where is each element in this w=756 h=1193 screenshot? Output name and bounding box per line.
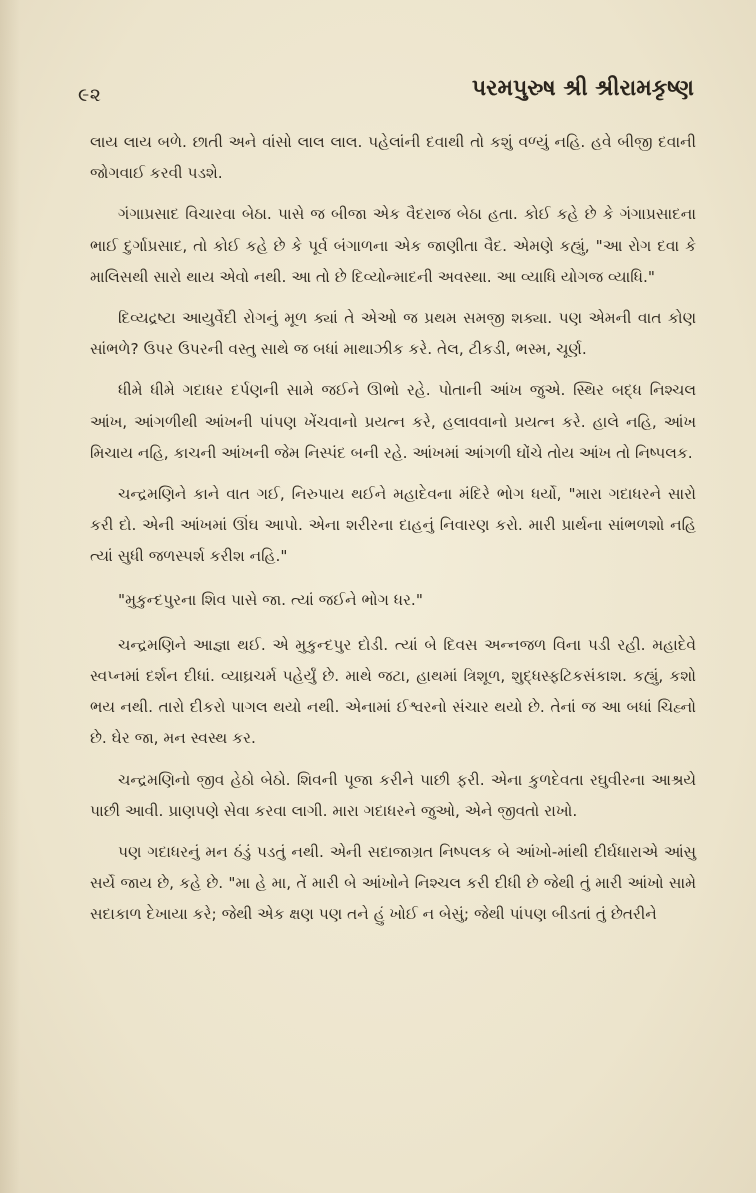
paragraph: ગંગાપ્રસાદ વિચારવા બેઠા. પાસે જ બીજા એક વૈદરાજ બેઠા હતા. કોઈ કહે છે કે ગંગાપ્રસાદના ભાઈ દુર્ગાપ્રસાદ, તો કોઈ કહે છે કે પૂર્વ બંગાળના એક જાણીતા વૈદ. એમણે કહ્યું, "આ રોગ દવા કે માલિસથી સારો થાય એવો નથી. આ તો છે દિવ્યોન્માદની અવસ્થા. આ વ્યાધિ યોગજ વ્યાધિ." [90, 205, 696, 286]
page-number: ૯૨ [78, 84, 102, 106]
paragraph: ચન્દ્રમણિને કાને વાત ગઈ, નિરુપાય થઈને મહાદેવના મંદિરે ભોગ ધર્યો, "મારા ગદાધરને સારો કરી દો. એની આંખમાં ઊંઘ આપો. એના શરીરના દાહનું નિવારણ કરો. મારી પ્રાર્થના સાંભળશો નહિ ત્યાં સુધી જળસ્પર્શ કરીશ નહિ." [90, 485, 696, 566]
paragraph: ધીમે ધીમે ગદાધર દર્પણની સામે જઈને ઊભો રહે. પોતાની આંખ જુએ. સ્થિર બદ્ધ નિશ્ચલ આંખ, આંગળીથી આંખની પાંપણ ખેંચવાનો પ્રયત્ન કરે, હલાવવાનો પ્રયત્ન કરે. હાલે નહિ, આંખ મિચાય નહિ, કાચની આંખની જેમ નિસ્પંદ બની રહે. આંખમાં આંગળી ઘોંચે તોય આંખ તો નિષ્પલક. [90, 381, 696, 462]
spine-shadow [0, 0, 20, 1193]
paragraph: ચન્દ્રમણિનો જીવ હેઠો બેઠો. શિવની પૂજા કરીને પાછી ફરી. એના કુળદેવતા રઘુવીરના આશ્રયે પાછી આવી. પ્રાણપણે સેવા કરવા લાગી. મારા ગદાધરને જુઓ, એને જીવતો રાખો. [90, 770, 696, 820]
paragraph: દિવ્યદ્રષ્ટા આયુર્વેદી રોગનું મૂળ ક્યાં તે એઓ જ પ્રથમ સમજી શક્યા. પણ એમની વાત કોણ સાંભળે? ઉપર ઉપરની વસ્તુ સાથે જ બધાં માથાઝીક કરે. તેલ, ટીકડી, ભસ્મ, ચૂર્ણ. [90, 309, 696, 359]
page-header [0, 66, 756, 106]
body-text [90, 127, 696, 941]
paragraph: ચન્દ્રમણિને આજ્ઞા થઈ. એ મુકુન્દપુર દોડી. ત્યાં બે દિવસ અન્નજળ વિના પડી રહી. મહાદેવે સ્વપ્નમાં દર્શન દીધાં. વ્યાઘ્રચર્મ પહેર્યું છે. માથે જટા, હાથમાં ત્રિશૂળ, શુદ્ધસ્ફટિકસંકાશ. કહ્યું, કશો ભય નથી. તારો દીકરો પાગલ થયો નથી. એનામાં ઈશ્વરનો સંચાર થયો છે. તેનાં જ આ બધાં ચિહ્નો છે. ઘેર જા, મન સ્વસ્થ કર. [90, 635, 696, 748]
quoted-line: "મુકુન્દપુરના શિવ પાસે જા. ત્યાં જઈને ભોગ ધર." [118, 590, 423, 609]
paragraph: પણ ગદાધરનું મન ઠંડું પડતું નથી. એની સદાજાગ્રત નિષ્પલક બે આંખો-માંથી દીર્ઘધારાએ આંસુ સર્યે જાય છે, કહે છે. "મા હે મા, તેં મારી બે આંખોને નિશ્ચલ કરી દીધી છે જેથી તું મારી આંખો સામે સદાકાળ દેખાયા કરે; જેથી એક ક્ષણ પણ તને હું ખોઈ ન બેસું; જેથી પાંપણ બીડતાં તું છેતરીને [90, 843, 696, 924]
running-title: પરમપુરુષ શ્રી શ્રીરામકૃષ્ણ [471, 76, 694, 101]
paragraph-continuation: લાય લાય બળે. છાતી અને વાંસો લાલ લાલ. પહેલાંની દવાથી તો કશું વળ્યું નહિ. હવે બીજી દવાની જોગવાઈ કરવી પડશે. [90, 133, 696, 183]
